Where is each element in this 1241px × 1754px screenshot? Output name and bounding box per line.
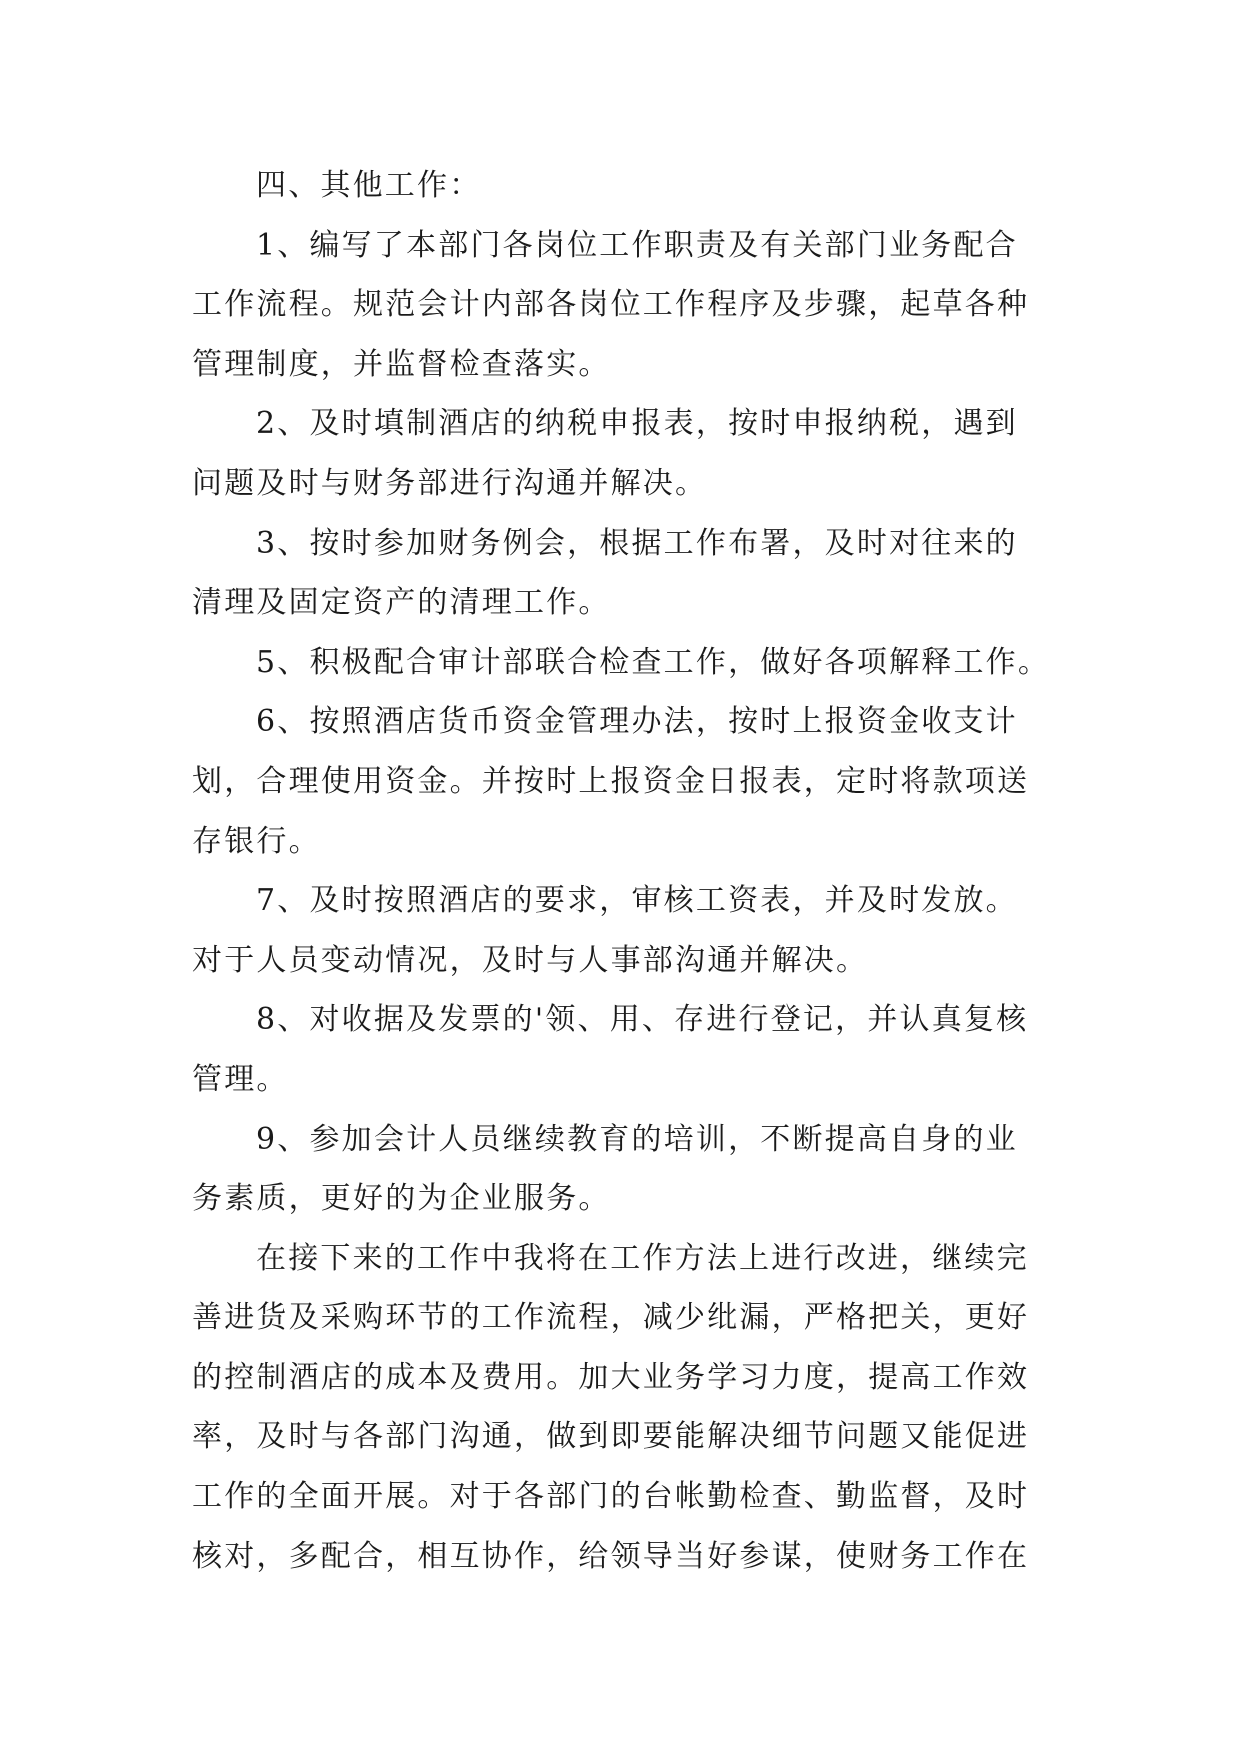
paragraph-line: 核对，多配合，相互协作，给领导当好参谋，使财务工作在 — [192, 1538, 1030, 1574]
paragraph-line: 善进货及采购环节的工作流程，减少纰漏，严格把关，更好 — [192, 1300, 1030, 1336]
paragraph-line: 7、及时按照酒店的要求，审核工资表，并及时发放。 — [256, 883, 1018, 919]
paragraph-line: 存银行。 — [192, 823, 321, 859]
paragraph-line: 的控制酒店的成本及费用。加大业务学习力度，提高工作效 — [192, 1359, 1030, 1395]
paragraph-line: 6、按照酒店货币资金管理办法，按时上报资金收支计 — [256, 704, 1018, 740]
paragraph-line: 划，合理使用资金。并按时上报资金日报表，定时将款项送 — [192, 763, 1030, 799]
paragraph-line: 问题及时与财务部进行沟通并解决。 — [192, 465, 708, 501]
paragraph-line: 率，及时与各部门沟通，做到即要能解决细节问题又能促进 — [192, 1419, 1030, 1455]
paragraph-line: 5、积极配合审计部联合检查工作，做好各项解释工作。 — [256, 644, 1051, 680]
paragraph-line: 在接下来的工作中我将在工作方法上进行改进，继续完 — [256, 1240, 1029, 1276]
paragraph-line: 清理及固定资产的清理工作。 — [192, 585, 611, 621]
section-heading: 四、其他工作： — [256, 168, 482, 203]
paragraph-line: 工作流程。规范会计内部各岗位工作程序及步骤，起草各种 — [192, 287, 1030, 323]
paragraph-line: 2、及时填制酒店的纳税申报表，按时申报纳税，遇到 — [256, 406, 1018, 442]
paragraph-line: 工作的全面开展。对于各部门的台帐勤检查、勤监督，及时 — [192, 1479, 1030, 1515]
paragraph-line: 8、对收据及发票的'领、用、存进行登记，并认真复核 — [256, 1002, 1029, 1038]
paragraph-line: 9、参加会计人员继续教育的培训，不断提高自身的业 — [256, 1121, 1018, 1157]
document-body — [192, 156, 1052, 1586]
paragraph-line: 务素质，更好的为企业服务。 — [192, 1181, 611, 1217]
paragraph-line: 对于人员变动情况，及时与人事部沟通并解决。 — [192, 942, 869, 978]
paragraph-line: 1、编写了本部门各岗位工作职责及有关部门业务配合 — [256, 227, 1018, 263]
paragraph-line: 管理。 — [192, 1061, 289, 1097]
paragraph-line: 3、按时参加财务例会，根据工作布署，及时对往来的 — [256, 525, 1018, 561]
paragraph-line: 管理制度，并监督检查落实。 — [192, 346, 611, 382]
